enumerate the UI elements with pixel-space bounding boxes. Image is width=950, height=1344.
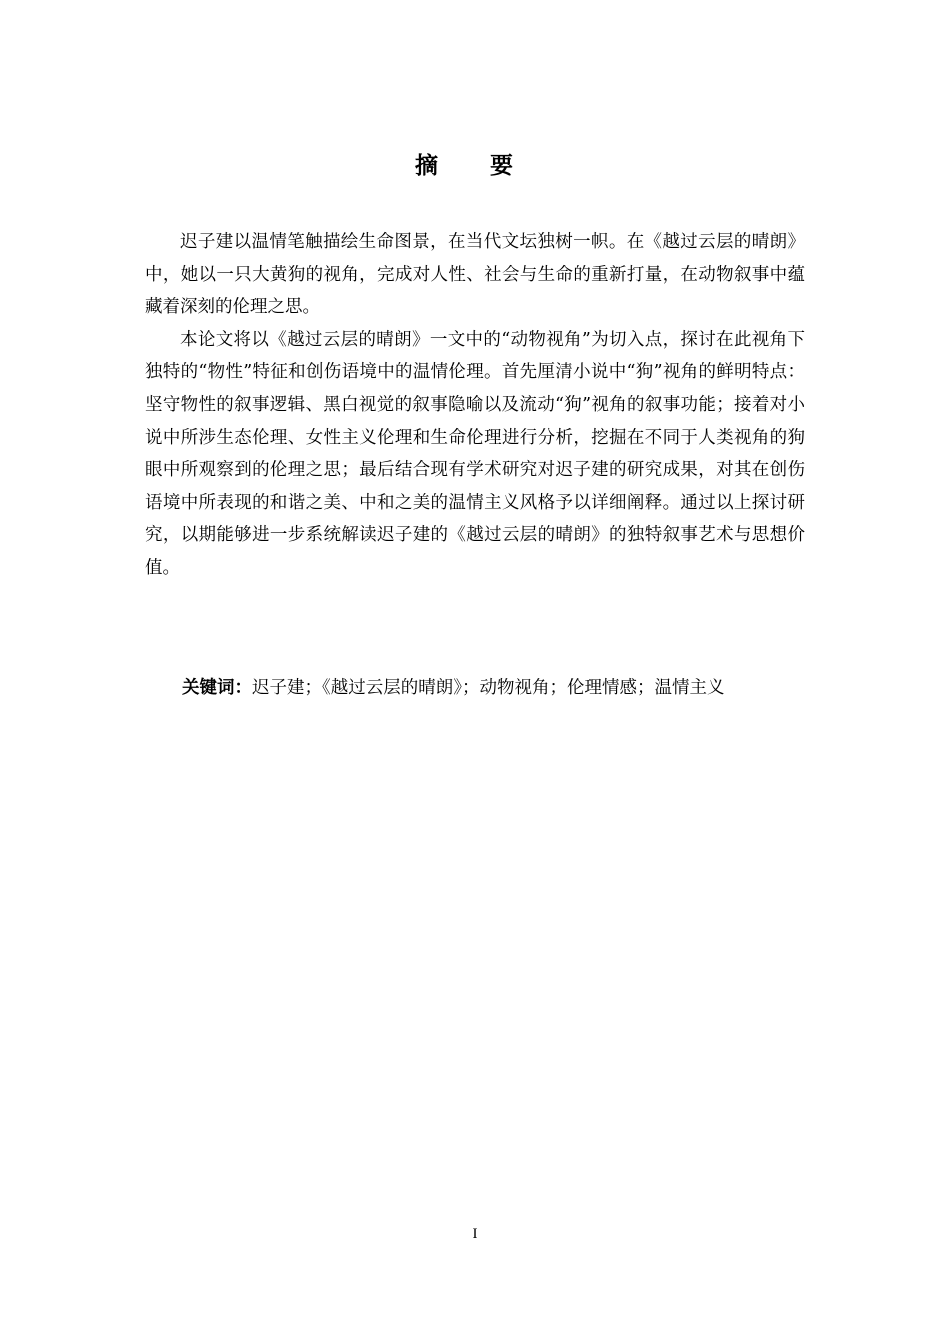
page-number: I bbox=[472, 1226, 478, 1242]
abstract-body bbox=[145, 226, 805, 585]
abstract-paragraph-1: 迟子建以温情笔触描绘生命图景，在当代文坛独树一帜。在《越过云层的晴朗》中，她以一只大黄狗的视角，完成对人性、社会与生命的重新打量，在动物叙事中蕴藏着深刻的伦理之思。 bbox=[145, 232, 805, 318]
abstract-paragraph-2: 本论文将以《越过云层的晴朗》一文中的“动物视角”为切入点，探讨在此视角下独特的“物性”特征和创伤语境中的温情伦理。首先厘清小说中“狗”视角的鲜明特点：坚守物性的叙事逻辑、黑白视觉的叙事隐喻以及流动“狗”视角的叙事功能；接着对小说中所涉生态伦理、女性主义伦理和生命伦理进行分析，挖掘在不同于人类视角的狗眼中所观察到的伦理之思；最后结合现有学术研究对迟子建的研究成果，对其在创伤语境中所表现的和谐之美、中和之美的温情主义风格予以详细阐释。通过以上探讨研究，以期能够进一步系统解读迟子建的《越过云层的晴朗》的独特叙事艺术与思想价值。 bbox=[145, 329, 805, 578]
keywords-list: 迟子建；《越过云层的晴朗》；动物视角；伦理情感；温情主义 bbox=[252, 678, 725, 698]
abstract-title: 摘 要 bbox=[414, 153, 535, 179]
keywords-line bbox=[182, 672, 822, 704]
keywords-label: 关键词： bbox=[182, 678, 252, 698]
